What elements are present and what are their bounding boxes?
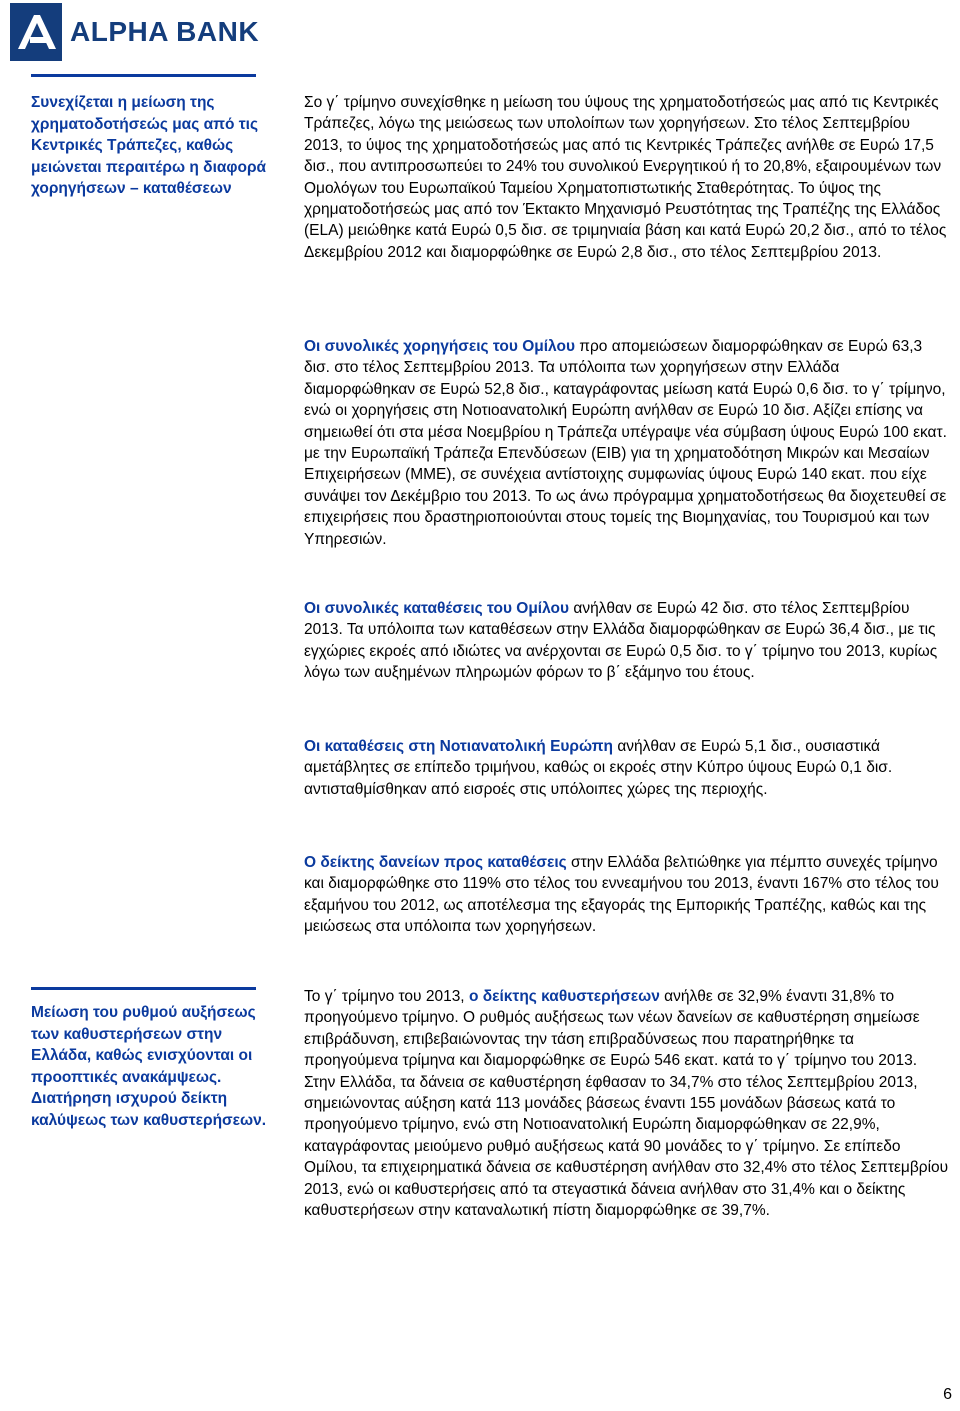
highlight-group-deposits: Οι συνολικές καταθέσεις του Ομίλου [304, 600, 570, 617]
paragraph-text: ανήλθαν σε Ευρώ 42 δισ. στο τέλος Σεπτεμβρίου 2013. Τα υπόλοιπα των καταθέσεων στην Ελλάδα διαμορφώθηκαν σε Ευρώ 36,4 δισ., με τις εγχώριες εκροές από ιδιώτες να ανέρχονται σε Ευρώ 0,5 δισ. το γ΄ τρίμηνο του 2013, κυρίως λόγω των αυξημένων πληρωμών φόρων το β΄ εξάμηνο του έτους. [304, 600, 938, 682]
paragraph-group-deposits [304, 598, 949, 684]
paragraph-group-loans [304, 336, 949, 550]
page-number: 6 [943, 1386, 952, 1403]
sidebar-heading-delinquencies: Μείωση του ρυθμού αυξήσεως των καθυστερήσεων στην Ελλάδα, καθώς ενισχύονται οι προοπτικές ανακάμψεως. Διατήρηση ισχυρού δείκτη καλύψεως των καθυστερήσεων. [31, 1004, 267, 1129]
paragraph-text: ανήλθαν σε Ευρώ 5,1 δισ., ουσιαστικά αμετάβλητες σε επίπεδο τριμήνου, καθώς οι εκροές στην Κύπρο ύψους Ευρώ 0,1 δισ. αντισταθμίσθηκαν από εισροές στις υπόλοιπες χώρες της περιοχής. [304, 738, 893, 798]
paragraph-text: ανήλθε σε 32,9% έναντι 31,8% το προηγούμενο τρίμηνο. Ο ρυθμός αυξήσεως των νέων δανείων σε καθυστέρηση σημείωσε επιβράδυνση, επιβεβαιώνοντας την τάση επιβραδύνσεως που παρατηρήθηκε τα προηγούμενα τρίμηνα και διαμορφώθηκε σε Ευρώ 546 εκατ. κατά το γ΄ τρίμηνο του 2013. Στην Ελλάδα, τα δάνεια σε καθυστέρηση έφθασαν το 34,7% στο τέλος Σεπτεμβρίου 2013, σημειώνοντας αύξηση κατά 113 μονάδες βάσεως έναντι 155 μονάδων βάσεως κατά το προηγούμενο τρίμηνο, ενώ στη Νοτιοανατολική Ευρώπη διαμορφώθηκαν σε 22,9%, καταγράφοντας μειούμενο ρυθμό αυξήσεως κατά 90 μονάδες το γ΄ τρίμηνο. Σε επίπεδο Ομίλου, τα επιχειρηματικά δάνεια σε καθυστέρηση ανήλθαν στο 32,4% στο τέλος Σεπτεμβρίου 2013, ενώ οι καθυστερήσεις από τα στεγαστικά δάνεια ανήλθαν στο 31,4% και ο δείκτης καθυστερήσεων στην καταναλωτική πίστη διαμορφώθηκε σε 39,7%. [304, 988, 949, 1220]
paragraph-text: Το γ΄ τρίμηνο του 2013, [304, 988, 469, 1005]
highlight-loan-to-deposit: Ο δείκτης δανείων προς καταθέσεις [304, 854, 567, 871]
highlight-delinquency-ratio: ο δείκτης καθυστερήσεων [468, 988, 660, 1005]
alpha-bank-logo [10, 3, 259, 61]
sidebar-divider-top [31, 74, 256, 77]
paragraph-central-bank-funding: Σο γ΄ τρίμηνο συνεχίσθηκε η μείωση του ύψους της χρηματοδοτήσεώς μας από τις Κεντρικές Τράπεζες, λόγω της μειώσεως των υπολοίπων των χορηγήσεων. Στο τέλος Σεπτεμβρίου 2013, το ύψος της χρηματοδοτήσεώς μας από τις Κεντρικές Τράπεζες ανήλθε σε Ευρώ 17,5 δισ., που αντιπροσωπεύει το 24% του συνολικού Ενεργητικού ή το 20,8%, εξαιρουμένων των Ομολόγων του Ευρωπαϊκού Ταμείου Χρηματοπιστωτικής Σταθερότητας. Το ύψος της χρηματοδοτήσεώς μας από τον Έκτακτο Μηχανισμό Ρευστότητας της Τραπέζης της Ελλάδος (ELA) μειώθηκε κατά Ευρώ 0,5 δισ. σε τριμηνιαία βάση και κατά Ευρώ 20,2 δισ., από το τέλος Δεκεμβρίου 2012 και διαμορφώθηκε σε Ευρώ 2,8 δισ., στο τέλος Σεπτεμβρίου 2013. [304, 94, 947, 261]
paragraph-loan-to-deposit [304, 852, 949, 938]
paragraph-text: στην Ελλάδα βελτιώθηκε για πέμπτο συνεχές τρίμηνο και διαμορφώθηκε στο 119% στο τέλος του εννεαμήνου του 2013, έναντι 167% στο τέλος του εξαμήνου του 2012, ως αποτέλεσμα της εξαγοράς της Εμπορικής Τραπέζης, καθώς και της μειώσεως στα υπόλοιπα των χορηγήσεων. [304, 854, 939, 936]
alpha-logo-icon [10, 3, 62, 61]
highlight-group-loans: Οι συνολικές χορηγήσεις του Ομίλου [304, 338, 575, 355]
highlight-see-deposits: Οι καταθέσεις στη Νοτιανατολική Ευρώπη [304, 738, 614, 755]
sidebar-divider-bottom [31, 987, 256, 990]
paragraph-text: προ απομειώσεων διαμορφώθηκαν σε Ευρώ 63,3 δισ. στο τέλος Σεπτεμβρίου 2013. Τα υπόλοιπα των χορηγήσεων στην Ελλάδα διαμορφώθηκαν σε Ευρώ 52,8 δισ., καταγράφοντας μείωση κατά Ευρώ 0,6 δισ. το γ΄ τρίμηνο, ενώ οι χορηγήσεις στη Νοτιοανατολική Ευρώπη ανήλθαν σε Ευρώ 10 δισ. Αξίζει επίσης να σημειωθεί ότι στα μέσα Νοεμβρίου η Τράπεζα υπέγραψε νέα σύμβαση ύψους Ευρώ 100 εκατ. με την Ευρωπαϊκή Τράπεζα Επενδύσεων (ΕΙΒ) για τη χρηματοδότηση Μικρών και Μεσαίων Επιχειρήσεων (ΜΜΕ), σε συνέχεια αντίστοιχης συμφωνίας ύψους Ευρώ 140 εκατ. που είχε συνάψει τον Δεκέμβριο του 2013. Το ως άνω πρόγραμμα χρηματοδοτήσεως θα διοχετευθεί σε επιχειρήσεις που δραστηριοποιούνται στους τομείς της Βιομηχανίας, του Τουρισμού και των Υπηρεσιών. [304, 338, 947, 548]
logo-text: ALPHA BANK [70, 16, 260, 47]
paragraph-see-deposits [304, 736, 949, 800]
paragraph-delinquency-ratio [304, 986, 949, 1221]
sidebar-heading-funding: Συνεχίζεται η μείωση της χρηματοδοτήσεώς μας από τις Κεντρικές Τράπεζες, καθώς μειώνεται περαιτέρω η διαφορά χορηγήσεων – καταθέσεων [31, 94, 267, 197]
